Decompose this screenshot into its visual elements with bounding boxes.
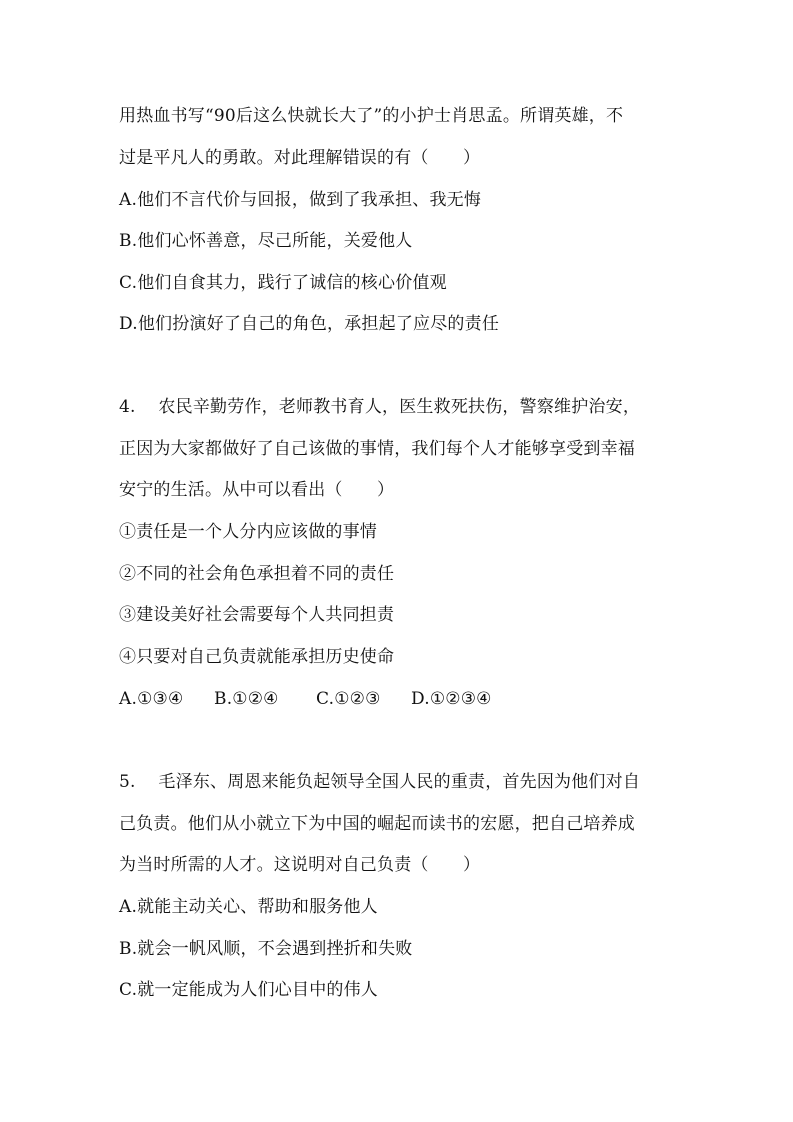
q4-stem-line-1: 4. 农民辛勤劳作，老师教书育人，医生救死扶伤，警察维护治安，: [119, 397, 641, 417]
q4-option-a: A.①③④: [119, 689, 184, 709]
q4-option-c: C.①②③: [316, 689, 381, 709]
q3-option-c: C.他们自食其力，践行了诚信的核心价值观: [119, 273, 447, 293]
q5-option-a: A.就能主动关心、帮助和服务他人: [119, 897, 378, 917]
q3-option-d: D.他们扮演好了自己的角色，承担起了应尽的责任: [119, 314, 500, 334]
q5-option-b: B.就会一帆风顺，不会遇到挫折和失败: [119, 939, 413, 959]
q4-stem-line-2: 正因为大家都做好了自己该做的事情，我们每个人才能够享受到幸福: [119, 439, 635, 459]
q4-statement-4: ④只要对自己负责就能承担历史使命: [119, 647, 395, 667]
q4-option-b: B.①②④: [214, 689, 279, 709]
q3-stem-line-2: 过是平凡人的勇敢。对此理解错误的有（ ）: [119, 148, 481, 168]
q3-option-b: B.他们心怀善意，尽己所能，关爱他人: [119, 231, 413, 251]
q5-stem-line-1: 5. 毛泽东、周恩来能负起领导全国人民的重责，首先因为他们对自: [119, 772, 641, 792]
q5-stem-line-3: 为当时所需的人才。这说明对自己负责（ ）: [119, 855, 481, 875]
q4-statement-3: ③建设美好社会需要每个人共同担责: [119, 605, 395, 625]
q5-option-c: C.就一定能成为人们心目中的伟人: [119, 980, 379, 1000]
q4-statement-1: ①责任是一个人分内应该做的事情: [119, 522, 377, 542]
q3-option-a: A.他们不言代价与回报，做到了我承担、我无悔: [119, 190, 482, 210]
q4-options: [119, 689, 492, 709]
q5-stem-line-2: 己负责。他们从小就立下为中国的崛起而读书的宏愿，把自己培养成: [119, 814, 635, 834]
q4-option-d: D.①②③④: [411, 689, 492, 709]
q4-stem-line-3: 安宁的生活。从中可以看出（ ）: [119, 480, 395, 500]
q3-stem-line-1: 用热血书写“90后这么快就长大了”的小护士肖思孟。所谓英雄，不: [119, 106, 624, 126]
q4-statement-2: ②不同的社会角色承担着不同的责任: [119, 564, 395, 584]
